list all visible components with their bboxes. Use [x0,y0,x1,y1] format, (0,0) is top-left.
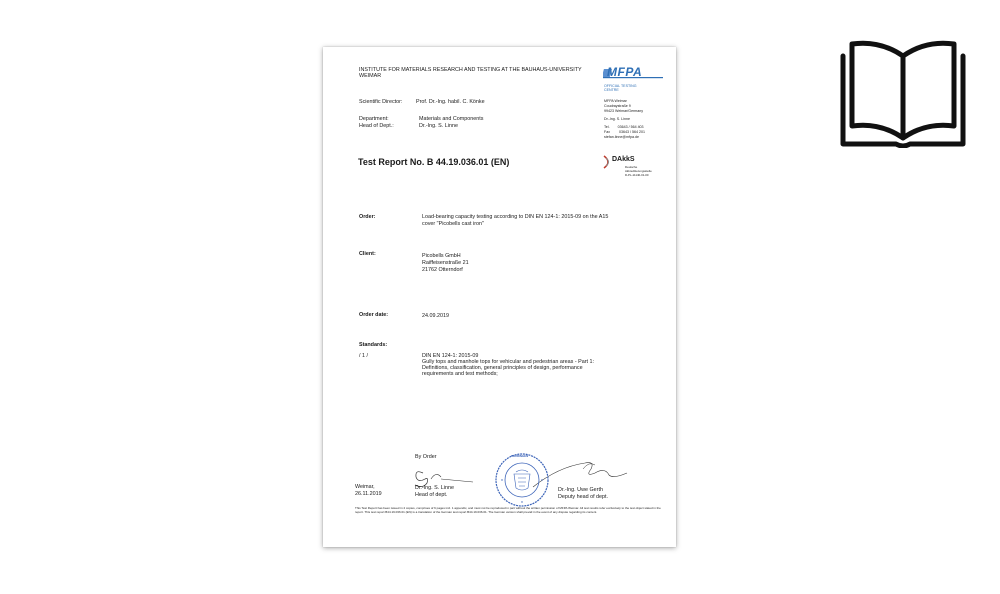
logo-sub1: OFFICIAL TESTING [604,84,637,88]
order-label: Order: [359,214,376,220]
standard-line3: Definitions, classification, general principles of design, performance [422,365,583,371]
order-line2: cover "Picobells cast iron" [422,221,484,227]
report-date: 26.11.2019 [355,491,382,497]
head-value: Dr.-Ing. S. Linne [419,123,458,129]
dakks-line3: D-PL-11140-01-00 [625,173,649,177]
address-email: stefan.linne@mfpa.de [604,135,640,139]
open-book-icon[interactable] [840,38,966,148]
dakks-line1: Deutsche [625,165,638,169]
standard-line4: requirements and test methods; [422,371,498,377]
place: Weimar, [355,484,375,490]
official-seal [494,452,550,508]
client-line1: Picobells GmbH [422,253,461,259]
department-label: Department: [359,116,389,122]
client-line3: 21762 Otterndorf [422,267,463,273]
by-order: By Order [415,454,437,460]
footnote: This Test Report has been issued in 2 copies, comprises of 6 pages incl. 1 appendix, and must not be reproduced in part without the written permission of MFPA Weimar. All test results refer exclusively to the test object stated in the report. This test report B44.19.036.01 (EN) is a translation of the German test report B44.19.036.01. The German version shall prevail in the event of any dispute regarding its content. [355,506,661,514]
address-tel: Tel. 03643 / 564 403 [604,125,644,129]
report-title: Test Report No. B 44.19.036.01 (EN) [358,157,510,167]
signer1-name: Dr.-Ing. S. Linne [415,485,454,491]
head-label: Head of Dept.: [359,123,394,129]
order-line1: Load-bearing capacity testing according to DIN EN 124-1: 2015-09 on the A15 [422,214,609,220]
order-date-label: Order date: [359,312,389,318]
standards-label: Standards: [359,342,388,348]
address-contact: Dr.-Ing. S. Linne [604,117,630,121]
signer1-role: Head of dept. [415,492,448,498]
mfpa-logo-text: MFPA [607,65,643,79]
scientific-director: Prof. Dr.-Ing. habil. C. Könke [416,99,485,105]
standard-ref: / 1 / [359,353,368,359]
signer2-role: Deputy head of dept. [558,494,609,500]
seal-text: THÜRINGEN [511,454,529,458]
dakks-name: DAkkS [612,156,635,163]
dakks-logo [603,155,667,181]
standard-line2: Gully tops and manhole tops for vehicular and pedestrian areas - Part 1: [422,359,594,365]
institute-line1: INSTITUTE FOR MATERIALS RESEARCH AND TESTING AT THE BAUHAUS-UNIVERSITY [359,67,582,73]
order-date: 24.09.2019 [422,313,449,319]
dakks-line2: Akkreditierungsstelle [625,169,652,173]
standard-line1: DIN EN 124-1: 2015-09 [422,353,479,359]
department-value: Materials and Components [419,116,484,122]
scientific-director-label: Scientific Director: [359,99,403,105]
test-report-page [323,47,676,547]
address-fax: Fax 03643 / 564 201 [604,130,645,134]
logo-sub2: CENTRE [604,88,619,92]
address-line2: Coudraystraße 9 [604,104,631,108]
address-line1: MFPA Weimar [604,99,627,103]
address-line3: 99423 Weimar/Germany [604,109,644,113]
institute-line2: WEIMAR [359,73,382,79]
seal-emblem-icon [494,452,550,508]
client-label: Client: [359,251,376,257]
signer2-name: Dr.-Ing. Uwe Gerth [558,487,603,493]
client-line2: Raiffeisenstraße 21 [422,260,469,266]
